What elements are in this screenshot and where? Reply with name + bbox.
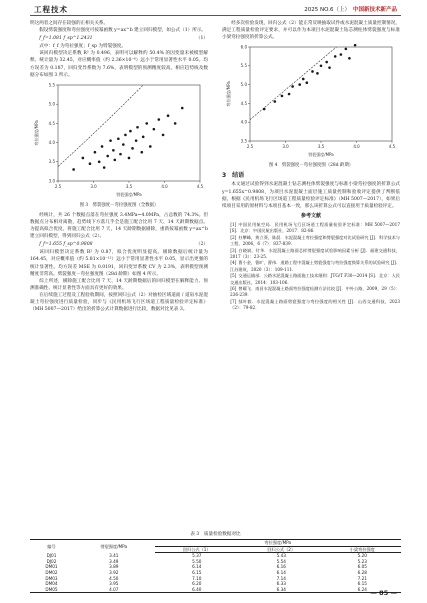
- table-cell: 5.50: [192, 558, 202, 564]
- data-point: [354, 44, 357, 47]
- reference-item: [222, 235, 400, 248]
- reference-text: 白晓斌，付华．水泥混凝土路面芯样劈裂强度试验影响因素分析 [J]．福建交通科技，2017（3）：23-25．: [230, 247, 400, 259]
- x-axis-label: 劈裂强度/MPa: [116, 191, 142, 197]
- x-tick-label: 3.0: [90, 183, 97, 189]
- data-point: [124, 133, 127, 136]
- x-tick-label: 2.5: [54, 183, 62, 189]
- reference-item: [222, 248, 400, 261]
- reference-item: [222, 299, 400, 312]
- formula-number: （2）: [195, 242, 208, 248]
- table-cell: DM01: [45, 564, 58, 570]
- paragraph: 该回归模型决定系数 R² 为 0.87，拟合优度明显提高。剔除数据后统计量为 164.45，对应概率值（约 5.81×10⁻¹²）远小于常用显著性水平 0.05，显示出更强的统计显著性。均方误差 MSE 为 0.0191，回归变异系数 CV 为 2.3%，表明模型预测精度非常高。劈裂强度－弯拉强度图（28d 龄期）如图 4 所示。: [30, 250, 208, 277]
- column-header-split: 劈裂强度/MPa: [73, 540, 155, 553]
- table-body: [30, 553, 401, 593]
- reference-text: 交通运输部．公路水泥混凝土路面施工技术细则：JTG/T F30—2014 [S]．北京：人民交通出版社，2014：103-106．: [230, 273, 400, 285]
- data-point: [174, 122, 177, 125]
- data-point: [274, 101, 277, 104]
- table-cell: 4.50: [109, 575, 119, 581]
- table-cell: 3.92: [109, 569, 119, 575]
- section-label: 工程技术: [34, 5, 68, 14]
- reference-text: 中国民用航空局．民用机场飞行区场道工程质量检验评定标准：MH 5007—2017 [S]．北京：中国民航出版社，2017：82-86．: [230, 221, 400, 234]
- figure-3-chart: [30, 79, 208, 201]
- table-cell: DM04: [45, 581, 58, 587]
- page-header: [0, 0, 427, 14]
- data-point: [82, 156, 85, 159]
- data-point: [298, 84, 301, 87]
- x-tick-label: 4.5: [196, 183, 204, 189]
- data-point: [72, 168, 75, 171]
- table-cell: 7.10: [192, 575, 202, 581]
- y-axis-label: 弯拉强度/MPa: [226, 81, 231, 108]
- y-tick-label: 4.5: [48, 120, 55, 126]
- y-tick-label: 4.0: [240, 119, 247, 125]
- figure-4-caption: 图 4 劈裂强度－弯拉强度图（28d 龄期）: [268, 163, 354, 169]
- trend-line: [250, 41, 392, 120]
- table-row: [30, 587, 401, 593]
- data-table: [30, 539, 401, 593]
- table-cell: 6.16: [276, 564, 286, 570]
- data-point: [142, 135, 145, 138]
- y-tick-label: 6.0: [240, 44, 247, 50]
- y-tick-label: 3.5: [240, 138, 247, 144]
- reference-number: [6]: [230, 286, 237, 291]
- data-point: [306, 82, 309, 85]
- data-point: [325, 61, 328, 64]
- paragraph: 式中：f_f 为弯拉强度；f_sp 为劈裂强度。: [39, 44, 127, 50]
- x-tick-label: 4.0: [161, 183, 168, 189]
- paragraph: 经统计，共 26 个数据点落在弯拉强度 3.4MPa~4.0MPa，占总数的 74.3%。但数据点分布相对离散，趋势线下方落几乎全是施工配合比用 7 天、14 天龄期数据点。为提高拟合优度，将施工配合比用 7 天、14 天龄期数据剔除，重新按幂函数 y=ax^b 建立回归模型，得到同归公式（2）。: [30, 212, 208, 240]
- paragraph: 综上所述，剔除施工配合比用 7 天、14 天龄期数据后的回归模型在解释能力、预测准确性、统计显著性等方面具有更好的效果。: [30, 278, 208, 291]
- data-point: [181, 106, 184, 109]
- data-point: [281, 95, 284, 98]
- trend-line: [58, 79, 200, 167]
- data-point: [162, 133, 165, 136]
- data-point: [122, 143, 125, 146]
- table-cell: 5.37: [192, 553, 202, 559]
- table-cell: 3.89: [109, 564, 119, 570]
- plot-frame: [250, 47, 392, 141]
- formula-1: [39, 35, 208, 42]
- column-header-beam: 小梁弯拉强度: [324, 546, 401, 553]
- formula-2: [39, 241, 208, 248]
- data-point: [340, 54, 343, 57]
- table-cell: 6.24: [324, 587, 401, 593]
- header-rule: [30, 15, 401, 16]
- x-tick-label: 4.5: [388, 144, 396, 150]
- data-point: [345, 48, 348, 51]
- y-tick-label: 4.5: [240, 101, 247, 107]
- paragraph: 经多次检验发现，回归公式（2）能正常反映抽取试件或水泥混凝土质量控制情况，满足工程质量检验评定要求，并可以作为本项目水泥混凝土钻芯测柱体劈裂强度与标准小梁弯拉强度的折算公式。: [222, 21, 400, 41]
- table-cell: 3.41: [109, 552, 119, 558]
- x-tick-label: 3.0: [282, 144, 289, 150]
- y-tick-label: 5.5: [48, 82, 55, 88]
- reference-text: 郜叶毅．水泥混凝土路面劈裂强度与弯拉强度的相关性 [J]．山西交通科技，2023（2）：79-82．: [230, 298, 400, 311]
- left-column: [30, 20, 208, 313]
- data-point: [288, 93, 291, 96]
- table-cell: 6.20: [192, 581, 202, 587]
- x-tick-label: 3.5: [125, 183, 133, 189]
- data-point: [98, 160, 101, 163]
- table-cell: DM02: [45, 569, 58, 575]
- table-cell: 7.14: [276, 575, 286, 581]
- section-heading: 3 结语: [222, 172, 245, 180]
- x-tick-label: 3.5: [317, 144, 325, 150]
- data-point: [119, 153, 122, 156]
- table-cell: 5.43: [276, 553, 286, 559]
- data-point: [112, 149, 115, 152]
- data-point: [316, 72, 319, 75]
- reference-text: 曹小金，曹旷，曹伟．道路工程中混凝土劈裂强度与弯拉强度换算关系的试验研究 [J]．江苏建筑，2020（3）：109-111．: [230, 260, 400, 272]
- figure-4-chart: [222, 41, 400, 161]
- x-tick-label: 4.0: [353, 144, 360, 150]
- table-cell: 6.40: [155, 587, 240, 593]
- table-cell: DJ01: [46, 552, 57, 558]
- paragraph: 在后续施工过程及工程验收期间，按照回归公式（2）对抽检区域道面 / 道肩水泥混凝土弯拉强度进行质量检验，同步与《民用机场飞行区场道工程质量检验评定标准》（MH 5007—2017）给出的折算公式计算数据进行比较，数据对比见表 3。: [30, 292, 208, 313]
- table-cell: 5.23: [357, 558, 367, 564]
- reference-text: 杜攀峰，黄立葵，陈晨．水泥混凝土弯拉强度和劈裂强度对比试验研究 [J]．科学技术与工程，2006，6（7）：837-839．: [230, 234, 400, 247]
- reference-number: [4]: [230, 260, 237, 266]
- data-point: [136, 126, 139, 129]
- column-header-formula-2: 回归公式（2）: [239, 546, 324, 553]
- table-cell: 6.33: [276, 581, 286, 587]
- reference-item: [222, 260, 400, 273]
- data-point: [103, 166, 106, 169]
- table-cell: 7.21: [357, 575, 367, 581]
- page-number: — 85 —: [370, 589, 397, 597]
- reference-number: [5]: [230, 273, 237, 279]
- paragraph: 本文通过试验得到水泥混凝土钻芯测柱体劈裂强度与标准小梁弯拉强度的折算公式 y=1.655x^0.9808，为项目水泥混凝土面层施工质量控制和验收评定提供了判断依据，根据《民用机场飞行区场道工程质量检验评定标准》（MH 5007—2017），如果后续项目采用的原材料与本项目基本一致，那么该折算公式可以直接用于质量检验评定。: [222, 182, 400, 209]
- table-3: [30, 531, 401, 593]
- journal-info: [304, 5, 397, 13]
- paragraph: 明这两者之间存在较强的正相关关系。: [30, 21, 109, 26]
- data-point: [94, 151, 97, 154]
- table-cell: 5.54: [276, 558, 286, 564]
- data-point: [89, 162, 92, 165]
- table-cell: 3.49: [109, 558, 119, 564]
- figure-3-caption: 图 3 劈裂强度－弯拉强度图（全数据）: [79, 202, 159, 208]
- table-cell: 6.15: [192, 569, 202, 575]
- data-point: [167, 114, 170, 117]
- y-tick-label: 5.5: [240, 63, 247, 69]
- paragraph: 假设劈裂强度和弯拉强度可按幂函数 y=ax^b 建立回归模型，如公式（1）所示。: [39, 28, 207, 34]
- column-header-id: 编号: [30, 540, 73, 553]
- table-cell: 5.20: [357, 553, 367, 559]
- data-point: [101, 145, 104, 148]
- y-tick-label: 3.0: [48, 178, 55, 184]
- data-point: [145, 122, 148, 125]
- data-point: [149, 145, 152, 148]
- y-tick-label: 5.0: [48, 101, 55, 107]
- table-cell: DJ02: [46, 558, 57, 564]
- data-point: [129, 130, 132, 133]
- data-point: [320, 65, 323, 68]
- right-column: [222, 20, 400, 312]
- y-axis-label: 弯拉强度/MPa: [34, 120, 39, 146]
- reference-number: [3]: [230, 247, 237, 253]
- table-cell: 3.95: [109, 581, 119, 587]
- reference-item: [222, 286, 400, 299]
- data-point: [117, 137, 120, 140]
- figure-4: [222, 41, 400, 161]
- formula-number: （1）: [195, 36, 208, 42]
- reference-number: [1]: [230, 221, 237, 227]
- y-tick-label: 5.0: [240, 82, 247, 88]
- data-point: [328, 67, 331, 70]
- data-point: [302, 78, 305, 81]
- data-point: [334, 55, 337, 58]
- reference-text: 曾耀飞．南昌水泥混凝土路面弯拉强度检测方法比较 [J]．中外公路，2009，29（5）：236-239．: [230, 286, 400, 298]
- reference-item: [222, 222, 400, 235]
- table-cell: 6.15: [357, 581, 367, 587]
- data-point: [109, 139, 112, 142]
- data-point: [311, 70, 314, 73]
- table-cell: 6.14: [276, 569, 286, 575]
- table-caption: 表 3 质量检验数据对比: [190, 532, 241, 537]
- data-point: [291, 85, 294, 88]
- data-point: [106, 154, 109, 157]
- table-cell: 6.28: [357, 569, 367, 575]
- table-cell: DM03: [45, 575, 58, 581]
- journal-name: 中国新技术新产品: [352, 7, 397, 13]
- table-cell: 6.34: [239, 587, 324, 593]
- issue-label: 2025 NO.6（上）: [304, 7, 350, 13]
- data-point: [131, 147, 134, 150]
- y-tick-label: 3.5: [48, 158, 55, 164]
- data-point: [135, 139, 138, 142]
- reference-number: [2]: [230, 234, 237, 240]
- data-point: [153, 128, 156, 131]
- y-tick-label: 4.0: [48, 139, 55, 145]
- table-cell: DM05: [30, 587, 73, 593]
- data-point: [128, 156, 131, 159]
- table-cell: 6.05: [357, 564, 367, 570]
- formula-text: f_f=1.655 f_sp^0.9808: [39, 242, 93, 248]
- x-tick-label: 2.5: [246, 144, 254, 150]
- data-point: [263, 108, 266, 111]
- table-cell: 6.14: [192, 564, 202, 570]
- data-point: [114, 158, 117, 161]
- x-axis-label: 劈裂强度/MPa: [308, 152, 334, 158]
- reference-item: [222, 273, 400, 286]
- data-point: [348, 57, 351, 60]
- figure-3: [30, 79, 208, 201]
- table-cell: 4.07: [73, 587, 155, 593]
- paragraph: 该回归模型决定系数 R² 为 0.496，表明可以解释约 50.4% 的因变量未被模型解释。统计量为 32.45，对应概率值（约 2.36×10⁻⁸）远小于常用显著性水平 0.05。均方误差为 0.187，回归变异系数为 7.6%，表明模型的预测精度较高。相应趋势线及数据分布如图 3 所示。: [30, 51, 208, 78]
- column-header-formula-1: 回归公式（1）: [155, 546, 240, 553]
- data-point: [158, 118, 161, 121]
- formula-text: f_f=1.081 f_sp^1.2431: [39, 36, 93, 42]
- references-heading: 参考文献: [300, 212, 321, 219]
- reference-list: [222, 222, 400, 312]
- data-point: [140, 151, 143, 154]
- column-group-header: 弯拉强度/MPa: [155, 540, 401, 547]
- reference-number: [7]: [230, 298, 237, 304]
